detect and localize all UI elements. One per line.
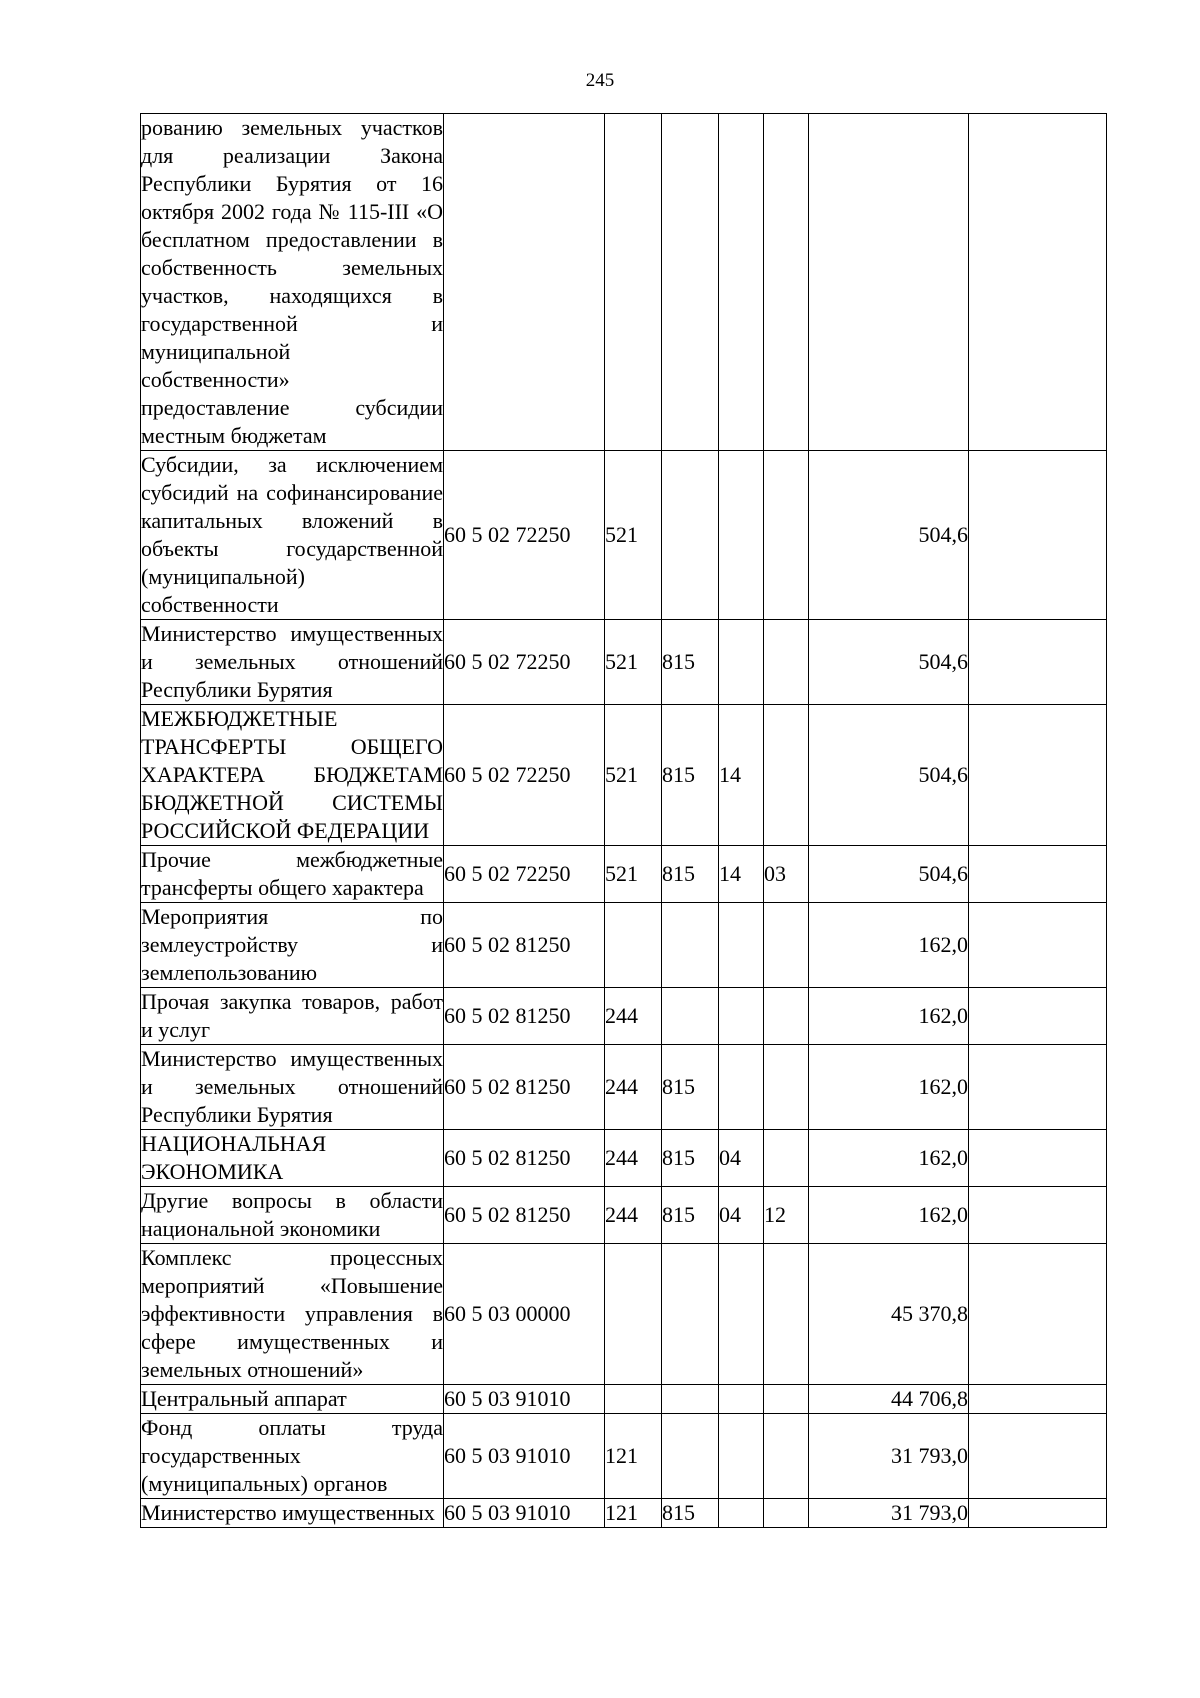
row-vr-cell: 521: [605, 705, 662, 846]
row-extra-cell: [969, 114, 1107, 451]
row-pr-cell: [764, 1499, 809, 1528]
row-rz-cell: [719, 114, 764, 451]
row-pr-cell: [764, 1244, 809, 1385]
row-code-cell: 60 5 02 72250: [444, 846, 605, 903]
row-grbs-cell: [662, 988, 719, 1045]
row-code-cell: 60 5 02 72250: [444, 451, 605, 620]
row-pr-cell: 03: [764, 846, 809, 903]
row-grbs-cell: [662, 1244, 719, 1385]
row-amount-cell: 162,0: [809, 1130, 969, 1187]
row-name-cell: Мероприятия по землеустройству и землепользованию: [141, 903, 444, 988]
table-row: [141, 1499, 1107, 1528]
row-code-cell: 60 5 03 91010: [444, 1385, 605, 1414]
row-vr-cell: 244: [605, 1045, 662, 1130]
row-grbs-cell: [662, 1385, 719, 1414]
row-pr-cell: [764, 620, 809, 705]
row-amount-cell: 504,6: [809, 846, 969, 903]
row-rz-cell: [719, 988, 764, 1045]
row-rz-cell: [719, 1045, 764, 1130]
row-extra-cell: [969, 1244, 1107, 1385]
row-rz-cell: 14: [719, 846, 764, 903]
table-row: [141, 1045, 1107, 1130]
row-rz-cell: [719, 1244, 764, 1385]
row-pr-cell: [764, 1385, 809, 1414]
row-vr-cell: [605, 114, 662, 451]
row-amount-cell: 162,0: [809, 1187, 969, 1244]
row-name-cell: Министерство имущественных: [141, 1499, 444, 1528]
table-row: [141, 705, 1107, 846]
row-extra-cell: [969, 988, 1107, 1045]
row-extra-cell: [969, 705, 1107, 846]
row-extra-cell: [969, 1385, 1107, 1414]
row-grbs-cell: 815: [662, 620, 719, 705]
row-grbs-cell: 815: [662, 705, 719, 846]
row-name-cell: Фонд оплаты труда государственных (муниципальных) органов: [141, 1414, 444, 1499]
page-number: 245: [585, 70, 615, 91]
row-vr-cell: 521: [605, 451, 662, 620]
row-name-cell: Министерство имущественных и земельных отношений Республики Бурятия: [141, 620, 444, 705]
row-vr-cell: [605, 1385, 662, 1414]
row-grbs-cell: 815: [662, 1187, 719, 1244]
row-rz-cell: 14: [719, 705, 764, 846]
row-extra-cell: [969, 1499, 1107, 1528]
row-rz-cell: [719, 1385, 764, 1414]
row-name-cell: Другие вопросы в области национальной экономики: [141, 1187, 444, 1244]
row-amount-cell: 162,0: [809, 903, 969, 988]
row-code-cell: 60 5 02 81250: [444, 1045, 605, 1130]
row-name-cell: Прочая закупка товаров, работ и услуг: [141, 988, 444, 1045]
row-grbs-cell: [662, 1414, 719, 1499]
row-pr-cell: [764, 988, 809, 1045]
row-rz-cell: [719, 1499, 764, 1528]
table-row: [141, 1187, 1107, 1244]
table-row: [141, 846, 1107, 903]
row-amount-cell: 162,0: [809, 988, 969, 1045]
row-amount-cell: 504,6: [809, 451, 969, 620]
row-extra-cell: [969, 903, 1107, 988]
row-amount-cell: 31 793,0: [809, 1499, 969, 1528]
table-row: [141, 1414, 1107, 1499]
row-name-cell: Комплекс процессных мероприятий «Повышение эффективности управления в сфере имущественных и земельных отношений»: [141, 1244, 444, 1385]
row-rz-cell: 04: [719, 1130, 764, 1187]
table-row: [141, 1244, 1107, 1385]
row-extra-cell: [969, 1187, 1107, 1244]
row-grbs-cell: [662, 114, 719, 451]
row-name-cell: Субсидии, за исключением субсидий на софинансирование капитальных вложений в объекты государственной (муниципальной) собственности: [141, 451, 444, 620]
row-name-cell: Центральный аппарат: [141, 1385, 444, 1414]
table-row: [141, 1385, 1107, 1414]
row-vr-cell: 521: [605, 846, 662, 903]
row-pr-cell: [764, 114, 809, 451]
budget-table: [140, 113, 1107, 1528]
row-amount-cell: 504,6: [809, 705, 969, 846]
row-name-cell: МЕЖБЮДЖЕТНЫЕ ТРАНСФЕРТЫ ОБЩЕГО ХАРАКТЕРА БЮДЖЕТАМ БЮДЖЕТНОЙ СИСТЕМЫ РОССИЙСКОЙ ФЕДЕРАЦИИ: [141, 705, 444, 846]
row-rz-cell: [719, 903, 764, 988]
row-extra-cell: [969, 1130, 1107, 1187]
row-extra-cell: [969, 620, 1107, 705]
table-row: [141, 114, 1107, 451]
row-rz-cell: [719, 451, 764, 620]
row-name-cell: Прочие межбюджетные трансферты общего характера: [141, 846, 444, 903]
row-code-cell: 60 5 02 81250: [444, 903, 605, 988]
row-amount-cell: [809, 114, 969, 451]
row-amount-cell: 162,0: [809, 1045, 969, 1130]
row-extra-cell: [969, 1045, 1107, 1130]
row-amount-cell: 31 793,0: [809, 1414, 969, 1499]
row-name-cell: Министерство имущественных и земельных отношений Республики Бурятия: [141, 1045, 444, 1130]
row-vr-cell: [605, 903, 662, 988]
row-name-cell: НАЦИОНАЛЬНАЯ ЭКОНОМИКА: [141, 1130, 444, 1187]
row-pr-cell: 12: [764, 1187, 809, 1244]
table-row: [141, 620, 1107, 705]
row-vr-cell: 121: [605, 1499, 662, 1528]
row-extra-cell: [969, 846, 1107, 903]
row-rz-cell: [719, 620, 764, 705]
row-pr-cell: [764, 1130, 809, 1187]
table-row: [141, 451, 1107, 620]
row-grbs-cell: 815: [662, 1499, 719, 1528]
table-row: [141, 1130, 1107, 1187]
row-name-cell: рованию земельных участков для реализации Закона Республики Бурятия от 16 октября 2002 года № 115-III «О бесплатном предоставлении в собственность земельных участков, находящихся в государственной и муниципальной собственности» предоставление субсидии местным бюджетам: [141, 114, 444, 451]
row-pr-cell: [764, 451, 809, 620]
row-grbs-cell: 815: [662, 1130, 719, 1187]
row-pr-cell: [764, 903, 809, 988]
row-code-cell: 60 5 02 72250: [444, 620, 605, 705]
row-code-cell: [444, 114, 605, 451]
row-grbs-cell: 815: [662, 1045, 719, 1130]
row-pr-cell: [764, 1045, 809, 1130]
row-code-cell: 60 5 03 91010: [444, 1414, 605, 1499]
row-extra-cell: [969, 451, 1107, 620]
row-amount-cell: 504,6: [809, 620, 969, 705]
row-code-cell: 60 5 03 91010: [444, 1499, 605, 1528]
row-vr-cell: 244: [605, 1130, 662, 1187]
row-code-cell: 60 5 02 81250: [444, 1187, 605, 1244]
row-code-cell: 60 5 02 81250: [444, 1130, 605, 1187]
row-vr-cell: 244: [605, 1187, 662, 1244]
row-grbs-cell: [662, 451, 719, 620]
row-vr-cell: [605, 1244, 662, 1385]
row-code-cell: 60 5 02 81250: [444, 988, 605, 1045]
row-pr-cell: [764, 1414, 809, 1499]
row-rz-cell: [719, 1414, 764, 1499]
row-code-cell: 60 5 02 72250: [444, 705, 605, 846]
row-rz-cell: 04: [719, 1187, 764, 1244]
table-row: [141, 903, 1107, 988]
row-grbs-cell: [662, 903, 719, 988]
row-pr-cell: [764, 705, 809, 846]
row-extra-cell: [969, 1414, 1107, 1499]
row-vr-cell: 121: [605, 1414, 662, 1499]
row-code-cell: 60 5 03 00000: [444, 1244, 605, 1385]
budget-table-body: [141, 114, 1107, 1528]
table-row: [141, 988, 1107, 1045]
row-vr-cell: 521: [605, 620, 662, 705]
row-grbs-cell: 815: [662, 846, 719, 903]
row-amount-cell: 44 706,8: [809, 1385, 969, 1414]
row-amount-cell: 45 370,8: [809, 1244, 969, 1385]
row-vr-cell: 244: [605, 988, 662, 1045]
